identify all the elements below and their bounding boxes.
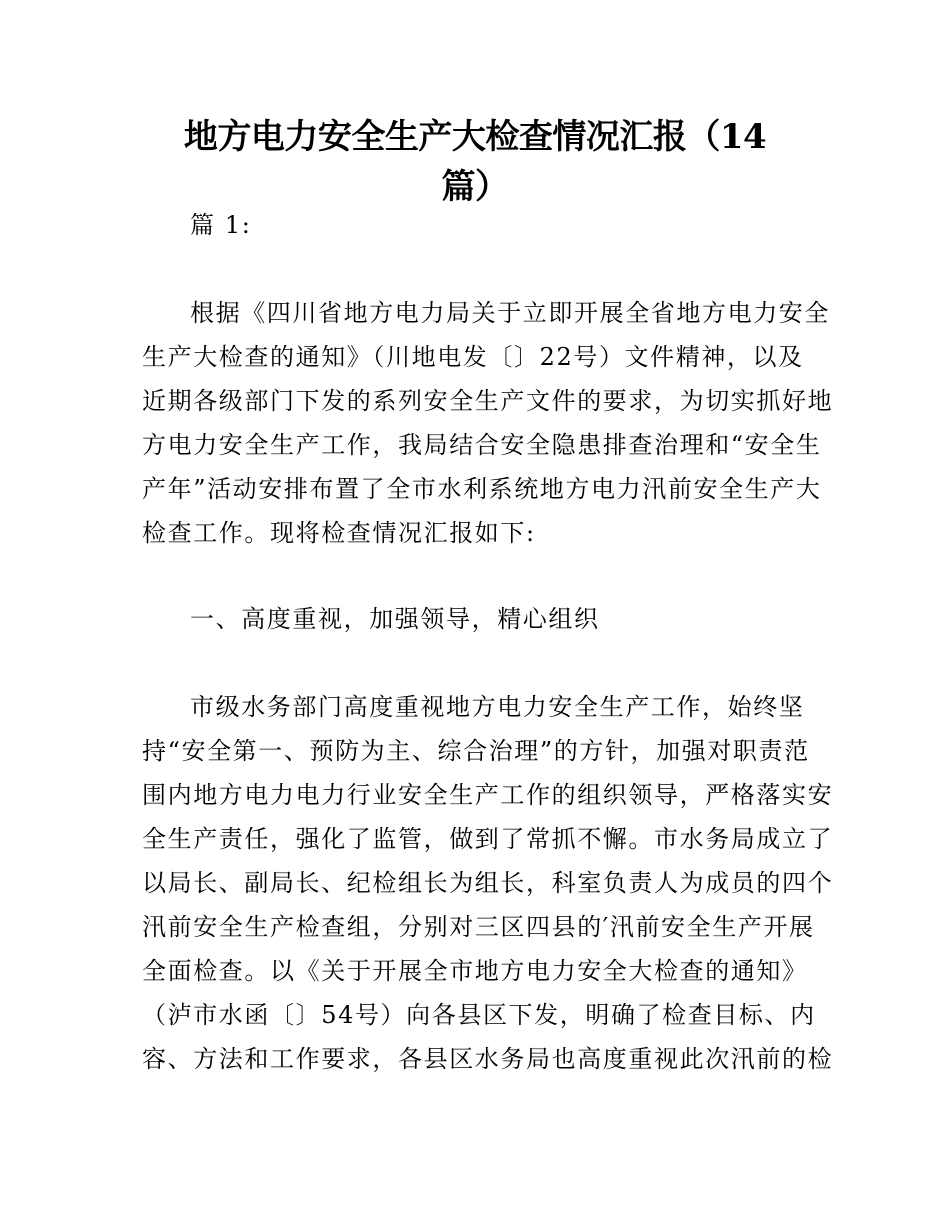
paragraph-2-line-6: 汛前安全生产检查组，分别对三区四县的′汛前安全生产开展: [142, 913, 815, 941]
paragraph-1-line-2: 生产大检查的通知》（川地电发〔〕22号）文件精神，以及: [142, 343, 804, 371]
section-label: 篇 1:: [190, 211, 252, 239]
document-title: [140, 112, 810, 212]
heading-1: 一、高度重视，加强领导，精心组织: [190, 605, 600, 633]
paragraph-2-line-3: 围内地方电力电力行业安全生产工作的组织领导，严格落实安: [142, 781, 834, 809]
paragraph-2-line-4: 全生产责任，强化了监管，做到了常抓不懈。市水务局成立了: [142, 825, 834, 853]
paragraph-2-line-2: 持“安全第一、预防为主、综合治理”的方针，加强对职责范: [142, 737, 810, 765]
paragraph-2-line-5: 以局长、副局长、纪检组长为组长，科室负责人为成员的四个: [142, 869, 834, 897]
paragraph-2-line-9: 容、方法和工作要求，各县区水务局也高度重视此次汛前的检: [142, 1045, 834, 1073]
paragraph-1-line-5: 产年”活动安排布置了全市水利系统地方电力汛前安全生产大: [142, 475, 822, 503]
paragraph-1-line-1: 根据《四川省地方电力局关于立即开展全省地方电力安全: [190, 299, 830, 327]
title-line-1: 地方电力安全生产大检查情况汇报（14: [183, 117, 767, 157]
paragraph-1-line-3: 近期各级部门下发的系列安全生产文件的要求，为切实抓好地: [142, 387, 834, 415]
title-line-2: 篇）: [441, 167, 509, 207]
paragraph-1-line-6: 检查工作。现将检查情况汇报如下:: [142, 519, 536, 547]
paragraph-2-line-7: 全面检查。以《关于开展全市地方电力安全大检查的通知》: [142, 957, 808, 985]
paragraph-2-line-1: 市级水务部门高度重视地方电力安全生产工作，始终坚: [190, 693, 805, 721]
paragraph-2-line-8: （泸市水函〔〕54号）向各县区下发，明确了检查目标、内: [142, 1001, 816, 1029]
paragraph-1-line-4: 方电力安全生产工作，我局结合安全隐患排查治理和“安全生: [142, 431, 822, 459]
